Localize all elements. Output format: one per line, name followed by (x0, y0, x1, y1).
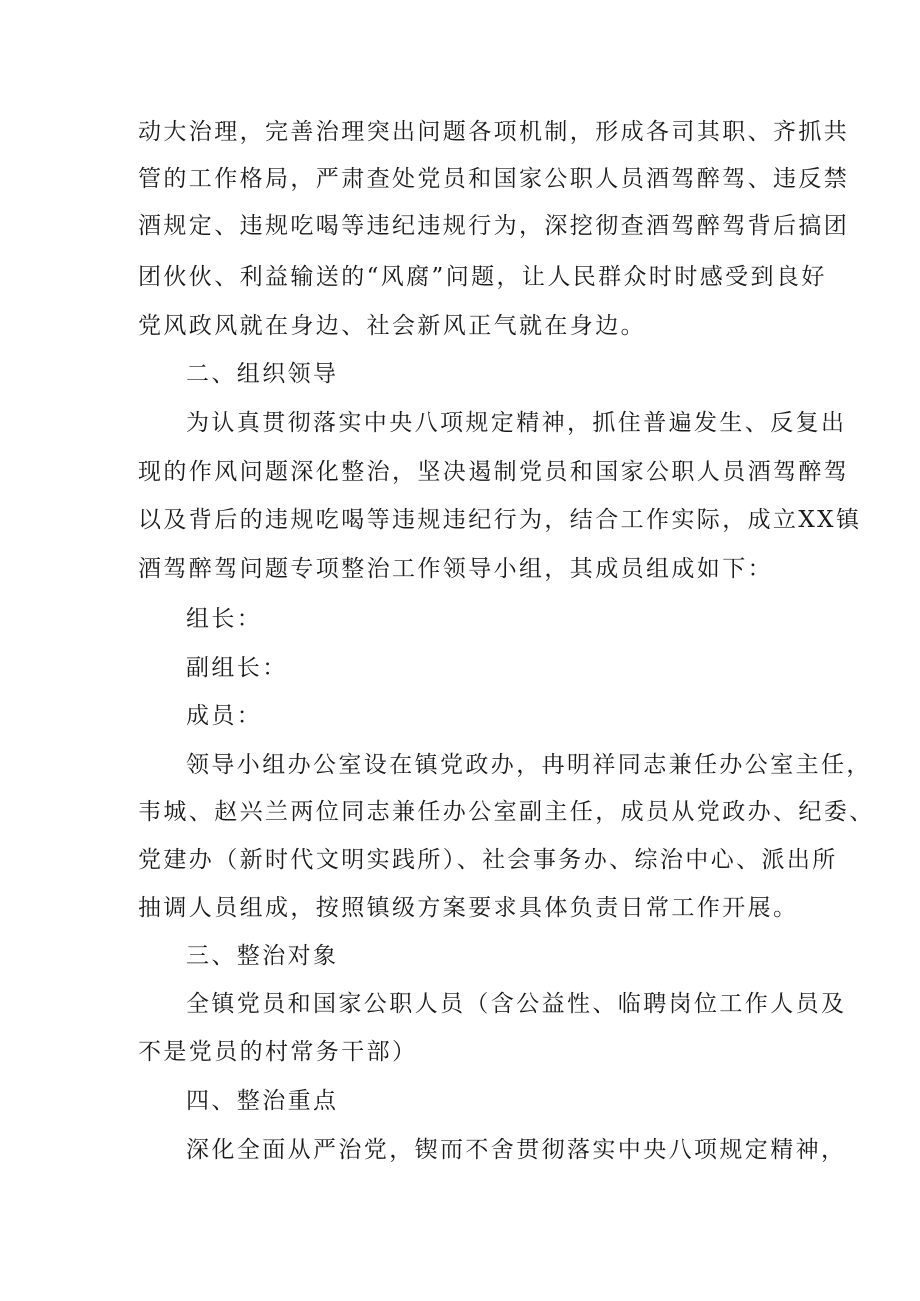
paragraph-line: 党风政风就在身边、社会新风正气就在身边。 (138, 313, 646, 339)
paragraph-line: 现的作风问题深化整治，坚决遏制党员和国家公职人员酒驾醉驾 (138, 459, 850, 485)
paragraph-line: 不是党员的村常务干部） (138, 1039, 418, 1065)
paragraph-line: 酒规定、违规吃喝等违纪违规行为，深挖彻查酒驾醉驾背后搞团 (138, 213, 850, 239)
paragraph-line: 全镇党员和国家公职人员（含公益性、临聘岗位工作人员及 (186, 991, 847, 1017)
paragraph-line: 酒驾醉驾问题专项整治工作领导小组，其成员组成如下： (138, 556, 773, 582)
section-heading: 三、整治对象 (186, 943, 339, 969)
paragraph-line: 为认真贯彻落实中央八项规定精神，抓住普遍发生、反复出 (186, 410, 847, 436)
paragraph-line: 韦城、赵兴兰两位同志兼任办公室副主任，成员从党政办、纪委、 (138, 799, 875, 825)
group-leader-label: 组长： (186, 606, 263, 632)
deputy-leader-label: 副组长： (186, 655, 288, 681)
paragraph-line: 党建办（新时代文明实践所）、社会事务办、综治中心、派出所 (138, 847, 838, 873)
paragraph-line: 以及背后的违规吃喝等违规违纪行为，结合工作实际，成立XX镇 (138, 507, 862, 533)
paragraph-line: 团伙伙、利益输送的“风腐”问题，让人民群众时时感受到良好 (138, 264, 827, 290)
paragraph-line: 动大治理，完善治理突出问题各项机制，形成各司其职、齐抓共 (138, 119, 850, 145)
paragraph-line: 抽调人员组成，按照镇级方案要求具体负责日常工作开展。 (138, 895, 799, 921)
section-heading: 二、组织领导 (186, 361, 339, 387)
paragraph-line: 管的工作格局，严肃查处党员和国家公职人员酒驾醉驾、违反禁 (138, 166, 850, 192)
paragraph-line: 领导小组办公室设在镇党政办，冉明祥同志兼任办公室主任， (186, 752, 872, 778)
section-heading: 四、整治重点 (186, 1088, 339, 1114)
paragraph-line: 深化全面从严治党，锲而不舍贯彻落实中央八项规定精神， (186, 1137, 847, 1163)
members-label: 成员： (186, 703, 263, 729)
